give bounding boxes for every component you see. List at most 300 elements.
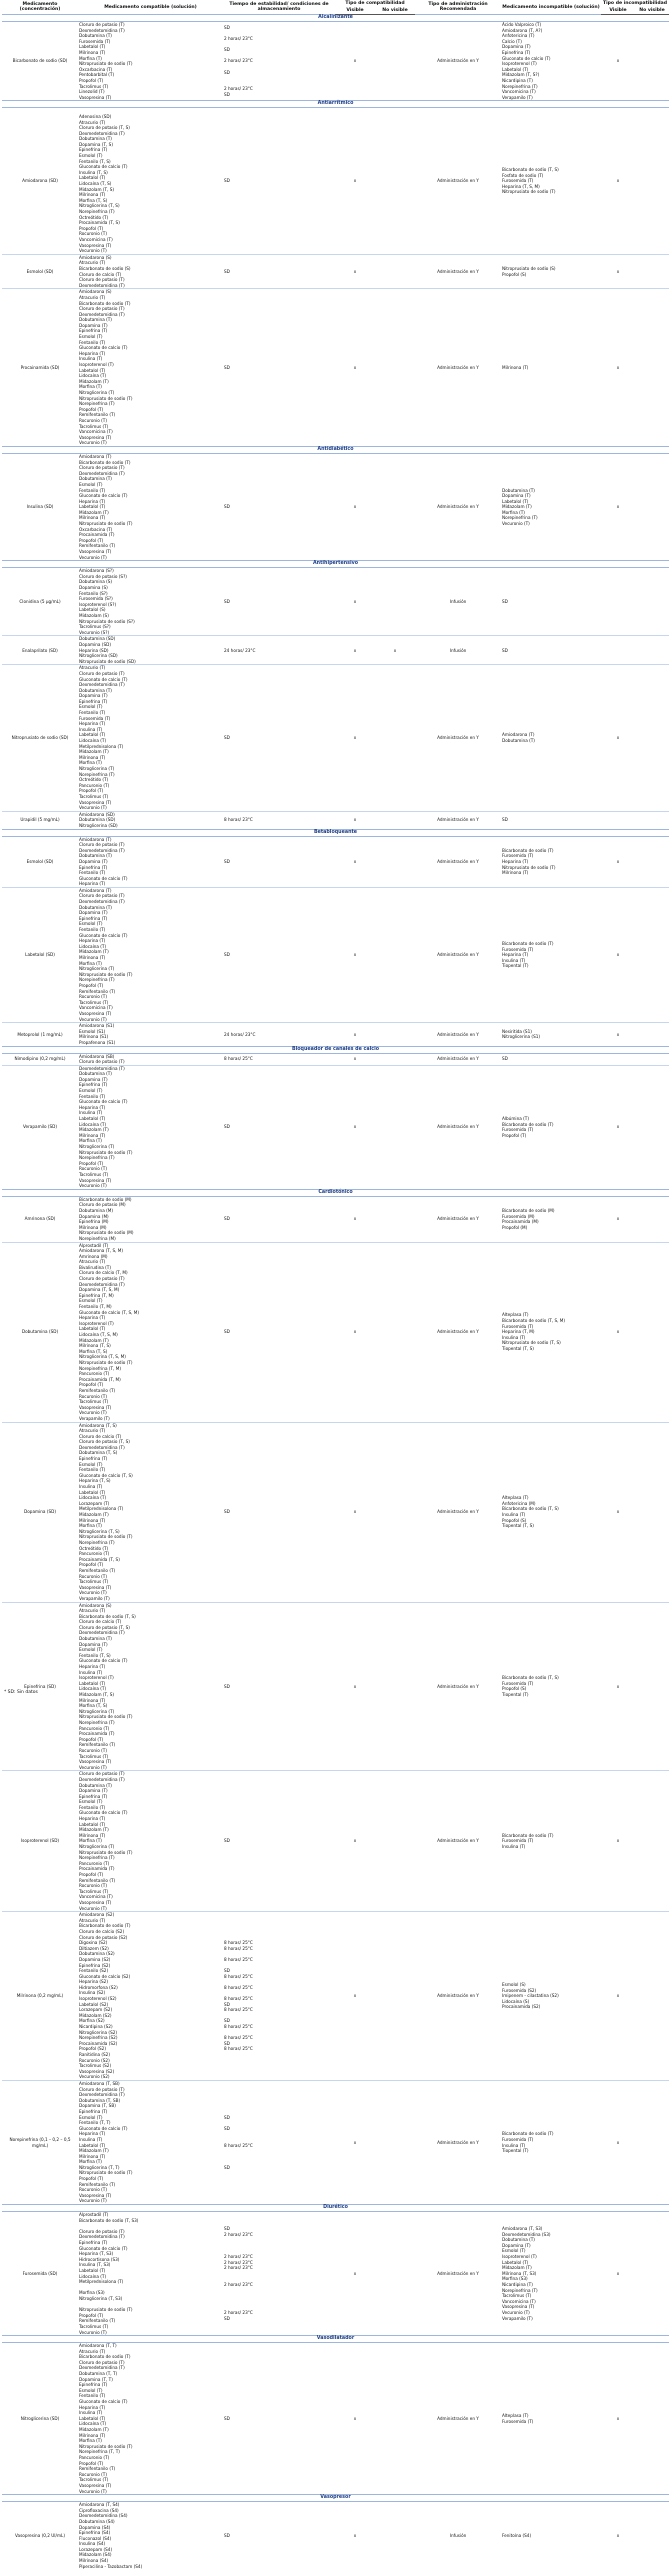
list-item: Bicarbonato de sodio (T) (502, 848, 600, 854)
compat-visible: x (335, 665, 375, 811)
list-item: Lidocaína (T, S, M) (79, 1332, 222, 1338)
list-item: 2 horas/ 23°C (224, 86, 334, 92)
incompatible-list (501, 2502, 601, 2569)
list-item: Bicarbonato de sodio (T, S) (79, 1614, 222, 1620)
list-item: Pentobarbital (T) (79, 72, 222, 78)
list-item: Amiodarona (S2) (79, 1912, 222, 1918)
compatible-list (78, 2212, 223, 2336)
list-item: Esmolol (T) (79, 921, 222, 927)
list-item: Dopamina (SD) (79, 642, 222, 648)
list-item: Propofol (T) (79, 788, 222, 794)
list-item: Pancuronio (T) (79, 1551, 222, 1557)
list-item: Gluconato de calcio (T) (79, 1658, 222, 1664)
list-item: Dobutamina (T) (79, 1636, 222, 1642)
compat-visible: x (335, 2502, 375, 2569)
list-item: Dopamina (T) (502, 493, 600, 499)
list-item: Amiodarona (S) (79, 1603, 222, 1609)
stability-list (223, 254, 335, 289)
list-item: Vasopresina (T) (502, 2304, 600, 2310)
list-item: Dexmedetomidina (T) (79, 899, 222, 905)
admin-type: Administración en Y (415, 811, 501, 829)
compatibility-table (2, 0, 669, 2569)
list-item: Gluconato de calcio (T) (502, 56, 600, 62)
table-row (2, 1242, 669, 1422)
list-item: Esmolol (T) (79, 1647, 222, 1653)
admin-type: Administración en Y (415, 887, 501, 1022)
list-item: Nitroprusiato de sodio (T) (79, 1714, 222, 1720)
list-item: Nitroprusiato de sodio (T) (79, 61, 222, 67)
drug-name: Nimodipino (0,2 mg/mL) (2, 1053, 78, 1065)
list-item: Propofol (T) (79, 407, 222, 413)
incompat-no-visible (635, 836, 669, 887)
list-item: Remifentanilo (T) (79, 2318, 222, 2324)
list-item: 2 horas/ 23°C (224, 2310, 334, 2316)
list-item: Lidocaína (T) (79, 2421, 222, 2427)
list-item: Vecuronio (T) (502, 2310, 600, 2316)
drug-name: Milrinona (0,2 mg/mL) (2, 1912, 78, 2081)
section-row (2, 2205, 669, 2212)
list-item: Tacrolimus (T) (79, 2477, 222, 2483)
drug-name: Isoproterenol (SD) (2, 1771, 78, 1912)
list-item: Epinefrina (T) (79, 1082, 222, 1088)
list-item: Fenitoína (S4) (502, 2533, 600, 2539)
compatible-list (78, 254, 223, 289)
list-item: Vecuronio (T) (79, 1765, 222, 1771)
incompat-no-visible (635, 2212, 669, 2336)
list-item: Atracurio (T) (79, 260, 222, 266)
table-row (2, 254, 669, 289)
list-item: Norepinefrina (M) (79, 1236, 222, 1242)
stability-list (223, 1065, 335, 1189)
list-item: Midazolam (T, S) (79, 1692, 222, 1698)
list-item: Fentanilo (T) (79, 710, 222, 716)
list-item: Bicarbonato de sodio (T, S) (502, 1506, 600, 1512)
list-item: Atracurio (T) (79, 665, 222, 671)
admin-type: Administración en Y (415, 254, 501, 289)
stability-list (223, 1602, 335, 1771)
list-item: Insulina (T) (502, 2143, 600, 2149)
list-item: Dobutamina (T) (79, 1783, 222, 1789)
list-item: Isoproterenol (S2) (79, 1996, 222, 2002)
table-row (2, 836, 669, 887)
list-item: Fentanilo (T) (79, 870, 222, 876)
list-item: Bicarbonato de sodio (T) (502, 2131, 600, 2137)
list-item: Cloruro de potasio (T) (79, 277, 222, 283)
list-item: SD (224, 47, 334, 53)
list-item: Furosemida (S?) (79, 596, 222, 602)
list-item: Lidocaína (T) (79, 1495, 222, 1501)
list-item: Vecuronio (S?) (79, 630, 222, 636)
table-row (2, 811, 669, 829)
list-item: Cloruro de potasio (T) (79, 306, 222, 312)
list-item: SD (224, 70, 334, 76)
incompat-no-visible (635, 2502, 669, 2569)
table-row (2, 1912, 669, 2081)
list-item: Furosemida (T) (502, 2137, 600, 2143)
drug-name: Vasopresina (0,2 UI/mL) (2, 2502, 78, 2569)
incompat-no-visible (635, 1912, 669, 2081)
compatible-list (78, 22, 223, 101)
compat-visible: x (335, 1242, 375, 1422)
list-item: Insulina (T) (79, 1110, 222, 1116)
list-item: Alprostadil (T) (79, 2212, 222, 2218)
list-item: Octreótido (T) (79, 215, 222, 221)
list-item: 8 horas/ 25°C (224, 1985, 334, 1991)
stability-list (223, 1912, 335, 2081)
drug-name: Furosemida (SD) (2, 2212, 78, 2336)
list-item: Vasopresina (T) (79, 2483, 222, 2489)
list-item: Cloruro de calcio (T, M) (79, 1270, 222, 1276)
compat-no-visible (375, 1602, 415, 1771)
section-row (2, 2336, 669, 2343)
table-row (2, 2212, 669, 2336)
table-row (2, 1422, 669, 1602)
section-title: Cardiotónico (2, 1189, 669, 1196)
list-item: Nitroprusiato de sodio (T) (79, 1534, 222, 1540)
list-item: Hidrocortisona (S3) (79, 2257, 222, 2263)
list-item: 8 horas/ 25°C (224, 2143, 334, 2149)
compat-visible: x (335, 289, 375, 447)
list-item: Remifentanilo (T) (79, 989, 222, 995)
section-title: Vasodilatador (2, 2336, 669, 2343)
list-item: SD (224, 1968, 334, 1974)
list-item: Gluconato de calcio (T) (79, 1810, 222, 1816)
list-item: Epinefrina (T) (79, 2240, 222, 2246)
list-item: Dopamina (T, T) (79, 2377, 222, 2383)
list-item: Rocuronio (T) (79, 1394, 222, 1400)
list-item: Insulina (T) (79, 356, 222, 362)
list-item: Dopamina (T) (79, 1077, 222, 1083)
list-item: Furosemida (T) (502, 1838, 600, 1844)
col-no-visible-header: No visible (375, 7, 415, 15)
compatible-list (78, 108, 223, 254)
list-item: SD (502, 599, 600, 605)
list-item: Dexmedetomidina (T) (79, 848, 222, 854)
list-item: Lidocaína (T) (79, 1686, 222, 1692)
list-item: Midazolam (T) (79, 2427, 222, 2433)
list-item: Bicarbonato de sodio (T) (79, 301, 222, 307)
incompat-visible: x (601, 1065, 635, 1189)
list-item: Heparina (T, S, M) (502, 184, 600, 190)
list-item: SD (224, 2115, 334, 2121)
section-row (2, 561, 669, 568)
list-item: Insulina (T) (79, 2410, 222, 2416)
compatible-list (78, 1242, 223, 1422)
admin-type: Administración en Y (415, 22, 501, 101)
list-item: Insulina (T) (502, 1512, 600, 1518)
list-item: Propofol (T) (79, 1872, 222, 1878)
list-item: Procainamida (T, S) (79, 1557, 222, 1563)
list-item: Anfotericina (M) (502, 1501, 600, 1507)
table-body (2, 15, 669, 2569)
list-item: Dexmedetomidina (T) (79, 2092, 222, 2098)
list-item: Hidromorfona (S2) (79, 1985, 222, 1991)
list-item: Dopamina (T) (79, 1642, 222, 1648)
list-item: Insulina (T, S3) (79, 2262, 222, 2268)
stability-list (223, 887, 335, 1022)
list-item: Nitroprusiato de sodio (T) (79, 2170, 222, 2176)
list-item: Vancomicina (T) (502, 89, 600, 95)
list-item: Dexmedetomidina (T) (79, 2365, 222, 2371)
list-item: Gluconato de calcio (T) (79, 1099, 222, 1105)
incompat-no-visible (635, 636, 669, 665)
list-item: Heparina (T) (502, 952, 600, 958)
list-item: Nitroprusiato de sodio (T) (79, 1360, 222, 1366)
list-item: Oxcarbacina (T) (79, 67, 222, 73)
list-item: Nitroprusiato de sodio (M) (79, 1230, 222, 1236)
list-item: Epinefrina (S4) (79, 2530, 222, 2536)
drug-name: Urapidil (5 mg/mL) (2, 811, 78, 829)
list-item: Amrinona (M) (79, 1254, 222, 1260)
list-item: 8 horas/ 25°C (224, 1940, 334, 1946)
list-item: Ácido Valproico (T) (502, 22, 600, 28)
list-item: Fentanilo (T) (79, 1805, 222, 1811)
incompatible-list (501, 108, 601, 254)
list-item: Furosemida (T) (502, 178, 600, 184)
list-item: 8 horas/ 25°C (224, 2007, 334, 2013)
list-item: Propofol (T) (79, 1161, 222, 1167)
list-item: 2 horas/ 23°C (224, 2260, 334, 2266)
list-item: Amiodarona (T, SB) (79, 2081, 222, 2087)
incompatible-list (501, 1023, 601, 1046)
list-item: SD (224, 1684, 334, 1690)
col-visible-header: Visible (335, 7, 375, 15)
list-item: Remifentanilo (T) (79, 2466, 222, 2472)
compatible-list (78, 1065, 223, 1189)
admin-type: Administración en Y (415, 289, 501, 447)
list-item: Vecuronio (T) (79, 555, 222, 561)
list-item: Labetalol (T) (79, 2416, 222, 2422)
list-item: Bicarbonato de sodio (T, S3) (79, 2218, 222, 2224)
list-item: Labetalol (T) (502, 499, 600, 505)
list-item: Amiodarona (T) (79, 837, 222, 843)
drug-name: Amiodarona (SD) (2, 108, 78, 254)
compat-visible: x (335, 836, 375, 887)
list-item: SD (224, 1124, 334, 1130)
table-row (2, 1771, 669, 1912)
compatible-list (78, 1196, 223, 1242)
list-item: Nitroglicerina (SD) (79, 823, 222, 829)
list-item: Dexmedetomidina (T) (79, 1777, 222, 1783)
list-item: Bicarbonato de sodio (T) (79, 460, 222, 466)
list-item: Cloruro de potasio (T, S) (79, 125, 222, 131)
list-item: Lidocaína (T, S) (79, 181, 222, 187)
list-item: Morfina (T) (79, 1838, 222, 1844)
compat-no-visible (375, 2502, 415, 2569)
list-item: Gluconato de calcio (T, S) (79, 1473, 222, 1479)
list-item: Tacrolimus (T) (79, 1399, 222, 1405)
incompatible-list (501, 2212, 601, 2336)
list-item: Labetalol (T) (79, 504, 222, 510)
list-item: Nesiritida (S1) (502, 1029, 600, 1035)
section-row (2, 446, 669, 453)
stability-list (223, 665, 335, 811)
list-item: SD (224, 365, 334, 371)
list-item: Dopamina (S2) (79, 1957, 222, 1963)
list-item: Propofol (T) (79, 983, 222, 989)
list-item: Bicarbonato de sodio (T) (79, 1923, 222, 1929)
list-item: Alteplasa (T) (502, 1312, 600, 1318)
list-item: Nitroglicerina (T) (79, 390, 222, 396)
stability-list (223, 2212, 335, 2336)
incompat-no-visible (635, 1422, 669, 1602)
compat-no-visible (375, 1242, 415, 1422)
list-item: Lorazepam (S4) (79, 2547, 222, 2553)
drug-name: Norepinefrina (0,1 – 0,2 – 0,5 mg/mL) (2, 2080, 78, 2204)
list-item: Pancuronio (T) (79, 2455, 222, 2461)
list-item: Isoproterenol (T) (79, 362, 222, 368)
list-item: Norepinefrina (T) (79, 1155, 222, 1161)
incompat-no-visible (635, 453, 669, 560)
incompatible-list (501, 1912, 601, 2081)
list-item: Milrinona (T) (79, 755, 222, 761)
list-item: Gluconato de calcio (T) (79, 2399, 222, 2405)
incompat-no-visible (635, 1065, 669, 1189)
list-item: Tacrolimus (S2) (79, 2063, 222, 2069)
list-item: Dexmedetomidina (S4) (79, 2513, 222, 2519)
list-item: Fentanilo (T) (79, 340, 222, 346)
compat-visible: x (335, 1196, 375, 1242)
stability-list (223, 289, 335, 447)
list-item: Fentanilo (T) (79, 1094, 222, 1100)
list-item: Dexmedetomidina (T) (79, 131, 222, 137)
admin-type: Administración en Y (415, 108, 501, 254)
list-item: Cloruro de potasio (S2) (79, 1935, 222, 1941)
list-item: SD (224, 2002, 334, 2008)
list-item: Dexmedetomidina (T) (79, 1066, 222, 1072)
incompat-visible: x (601, 1912, 635, 2081)
list-item: Isoproterenol (T) (502, 2254, 600, 2260)
list-item: Bicarbonato de sodio (T, S, M) (502, 1318, 600, 1324)
stability-list (223, 1771, 335, 1912)
list-item: Pancuronio (T) (79, 1371, 222, 1377)
list-item: Fentanilo (T) (79, 1467, 222, 1473)
list-item: Nitroprusiato de sodio (SD) (79, 659, 222, 665)
list-item: Vancomicina (T) (79, 1005, 222, 1011)
list-item: Amiodarona (S) (79, 289, 222, 295)
list-item: SD (224, 504, 334, 510)
section-title: Antiarrítmico (2, 101, 669, 108)
list-item: Cloruro de potasio (T) (79, 1059, 222, 1065)
list-item: Heparina (T) (79, 1664, 222, 1670)
list-item: Dobutamina (S4) (79, 2519, 222, 2525)
list-item: Procainamida (T, S) (79, 220, 222, 226)
list-item: Dopamina (T) (79, 323, 222, 329)
incompat-no-visible (635, 2080, 669, 2204)
compatible-list (78, 836, 223, 887)
list-item: Rocuronio (T) (79, 231, 222, 237)
incompat-visible: x (601, 1196, 635, 1242)
list-item: Cloruro de calcio (T) (79, 272, 222, 278)
col-compatible-header: Medicamento compatible (solución) (78, 0, 223, 15)
list-item: Lidocaína (S) (502, 1999, 600, 2005)
stability-list (223, 1023, 335, 1046)
list-item: Norepinefrina (T) (79, 977, 222, 983)
list-item: Heparina (T) (502, 859, 600, 865)
admin-type: Administración en Y (415, 453, 501, 560)
list-item: Vecuronio (T) (79, 1017, 222, 1023)
compatible-list (78, 1422, 223, 1602)
list-item: Esmolol (T) (79, 1088, 222, 1094)
list-item: Vasopresina (T) (79, 1759, 222, 1765)
incompatible-list (501, 1053, 601, 1065)
compat-visible: x (335, 1602, 375, 1771)
drug-name: Nitroprusiato de sodio (SD) (2, 665, 78, 811)
list-item: Heparina (T) (79, 2405, 222, 2411)
list-item: Norepinefrina (S2) (79, 2035, 222, 2041)
list-item: Rocuronio (S2) (79, 2058, 222, 2064)
list-item: Morfina (T, S) (79, 198, 222, 204)
compat-visible: x (335, 2080, 375, 2204)
section-row (2, 829, 669, 836)
list-item: Vecuronio (T) (79, 1906, 222, 1912)
list-item: Rocuronio (T) (79, 2187, 222, 2193)
list-item: Insulina (T) (79, 727, 222, 733)
list-item: Norepinefrina (T, T) (79, 2449, 222, 2455)
list-item: Procainamida (T) (79, 1731, 222, 1737)
list-item: Fluconazol (S4) (79, 2536, 222, 2542)
list-item: 24 horas/ 23°C (224, 648, 334, 654)
incompatible-list (501, 811, 601, 829)
list-item: Dobutamina (T) (79, 853, 222, 859)
section-row (2, 2495, 669, 2502)
list-item: Nitroglicerina (T) (79, 766, 222, 772)
compat-no-visible (375, 1023, 415, 1046)
drug-name: Clonidina (5 µg/mL) (2, 568, 78, 636)
list-item: Amiodarona (T, S3) (502, 2226, 600, 2232)
list-item: Morfina (S3) (79, 2290, 222, 2296)
list-item: Vecuronio (T) (502, 521, 600, 527)
admin-type: Administración en Y (415, 2212, 501, 2336)
list-item: Epinefrina (S2) (79, 1963, 222, 1969)
list-item: Gluconato de calcio (T) (79, 677, 222, 683)
list-item: Nitroglicerina (T) (79, 966, 222, 972)
list-item: Cloruro de potasio (T) (79, 2360, 222, 2366)
stability-list (223, 568, 335, 636)
list-item: 8 horas/ 25°C (224, 2024, 334, 2030)
list-item: Nitroprusiato de sodio (T) (79, 972, 222, 978)
list-item: Nitroprusiato de sodio (T, S) (502, 1340, 600, 1346)
incompat-no-visible (635, 1771, 669, 1912)
list-item: SD (224, 2226, 334, 2232)
admin-type: Administración en Y (415, 836, 501, 887)
table-row (2, 1023, 669, 1046)
footnote: * SD: Sin datos (4, 1690, 38, 1695)
list-item: Labetalol (T) (79, 2143, 222, 2149)
list-item: SD (224, 2533, 334, 2539)
list-item: Tacrolimus (T) (79, 1579, 222, 1585)
list-item: Esmolol (T) (79, 704, 222, 710)
drug-name: Bicarbonato de sodio (SD) (2, 22, 78, 101)
incompat-no-visible (635, 568, 669, 636)
list-item: Furosemida (T) (79, 716, 222, 722)
list-item: Fentanilo (T, T) (79, 2120, 222, 2126)
list-item: Vasopresina (T) (79, 1585, 222, 1591)
list-item: Rocuronio (T) (79, 1574, 222, 1580)
list-item: Esmolol (T) (79, 1799, 222, 1805)
list-item: Midazolam (T) (79, 749, 222, 755)
incompat-visible: x (601, 665, 635, 811)
incompat-visible: x (601, 836, 635, 887)
admin-type: Administración en Y (415, 1771, 501, 1912)
list-item: SD (502, 1056, 600, 1062)
compat-visible: x (335, 2343, 375, 2495)
drug-name: Metoprolol (1 mg/mL) (2, 1023, 78, 1046)
list-item: Cloruro de potasio (S?) (79, 574, 222, 580)
list-item: Nitroprusiato de sodio (T) (79, 1850, 222, 1856)
list-item: Labetalol (T) (79, 1490, 222, 1496)
list-item: Nitroglicerina (T, S3) (79, 2296, 222, 2302)
